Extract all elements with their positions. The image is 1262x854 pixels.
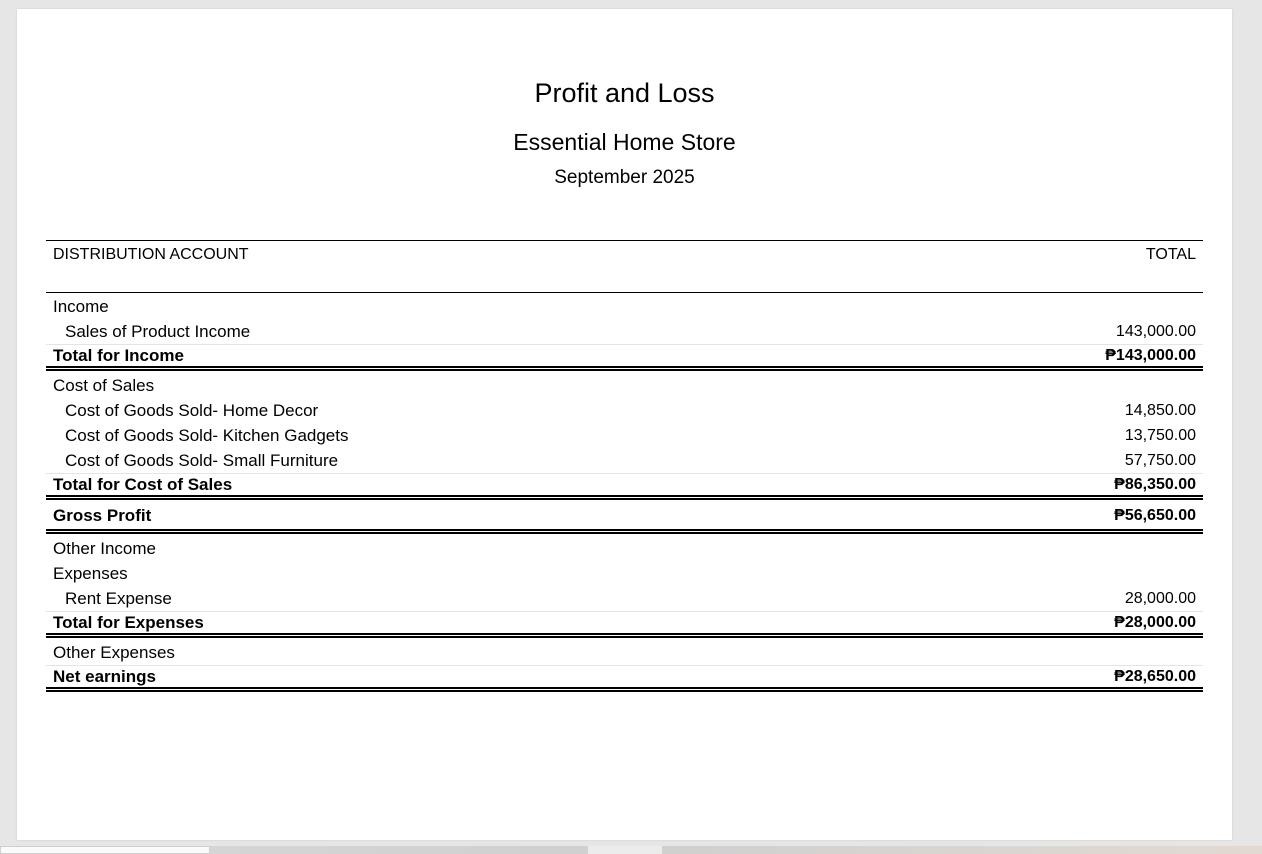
section-label: Cost of Sales [53,375,155,395]
section-label: Expenses [53,563,128,583]
account-row[interactable] [46,448,1203,473]
section-cost-of-sales[interactable] [46,373,1203,398]
account-row[interactable] [46,586,1203,611]
account-label: Cost of Goods Sold- Kitchen Gadgets [65,425,349,445]
total-cost-of-sales-row [46,473,1203,500]
report-table [46,240,1203,692]
section-expenses[interactable] [46,561,1203,586]
report-period: September 2025 [554,167,695,188]
section-label: Income [53,296,109,316]
total-label: Total for Income [53,345,184,365]
account-row[interactable] [46,319,1203,344]
account-amount[interactable]: 14,850.00 [1124,401,1196,419]
gross-profit-amount[interactable]: ₱56,650.00 [1114,506,1196,524]
report-page [17,9,1232,840]
taskbar [0,846,1262,854]
account-label: Cost of Goods Sold- Small Furniture [65,450,339,470]
account-amount[interactable]: 28,000.00 [1124,589,1196,607]
net-earnings-label: Net earnings [53,666,156,686]
column-total[interactable]: TOTAL [1145,246,1196,263]
gross-profit-label: Gross Profit [53,505,152,525]
account-amount[interactable]: 13,750.00 [1124,426,1196,444]
section-other-expenses[interactable] [46,640,1203,665]
total-label: Total for Cost of Sales [53,474,233,494]
total-label: Total for Expenses [53,612,204,632]
account-row[interactable] [46,423,1203,448]
account-label: Rent Expense [65,588,172,608]
column-header [46,240,1203,293]
taskbar-segment [588,846,662,854]
total-amount[interactable]: ₱143,000.00 [1105,346,1196,364]
net-earnings-amount[interactable]: ₱28,650.00 [1114,667,1196,685]
section-other-income[interactable] [46,536,1203,561]
account-row[interactable] [46,398,1203,423]
taskbar-tab[interactable] [0,846,210,854]
column-account[interactable]: DISTRIBUTION ACCOUNT [53,246,249,263]
account-label: Cost of Goods Sold- Home Decor [65,400,319,420]
total-expenses-row [46,611,1203,638]
account-amount[interactable]: 143,000.00 [1115,322,1196,340]
section-income[interactable] [46,294,1203,319]
company-name: Essential Home Store [513,129,736,155]
total-amount[interactable]: ₱28,000.00 [1114,613,1196,631]
gross-profit-row [46,502,1203,534]
total-income-row [46,344,1203,371]
section-label: Other Income [53,538,156,558]
section-label: Other Expenses [53,642,175,662]
total-amount[interactable]: ₱86,350.00 [1114,475,1196,493]
net-earnings-row [46,665,1203,692]
account-label: Sales of Product Income [65,321,251,341]
report-title: Profit and Loss [534,78,715,108]
account-amount[interactable]: 57,750.00 [1124,451,1196,469]
